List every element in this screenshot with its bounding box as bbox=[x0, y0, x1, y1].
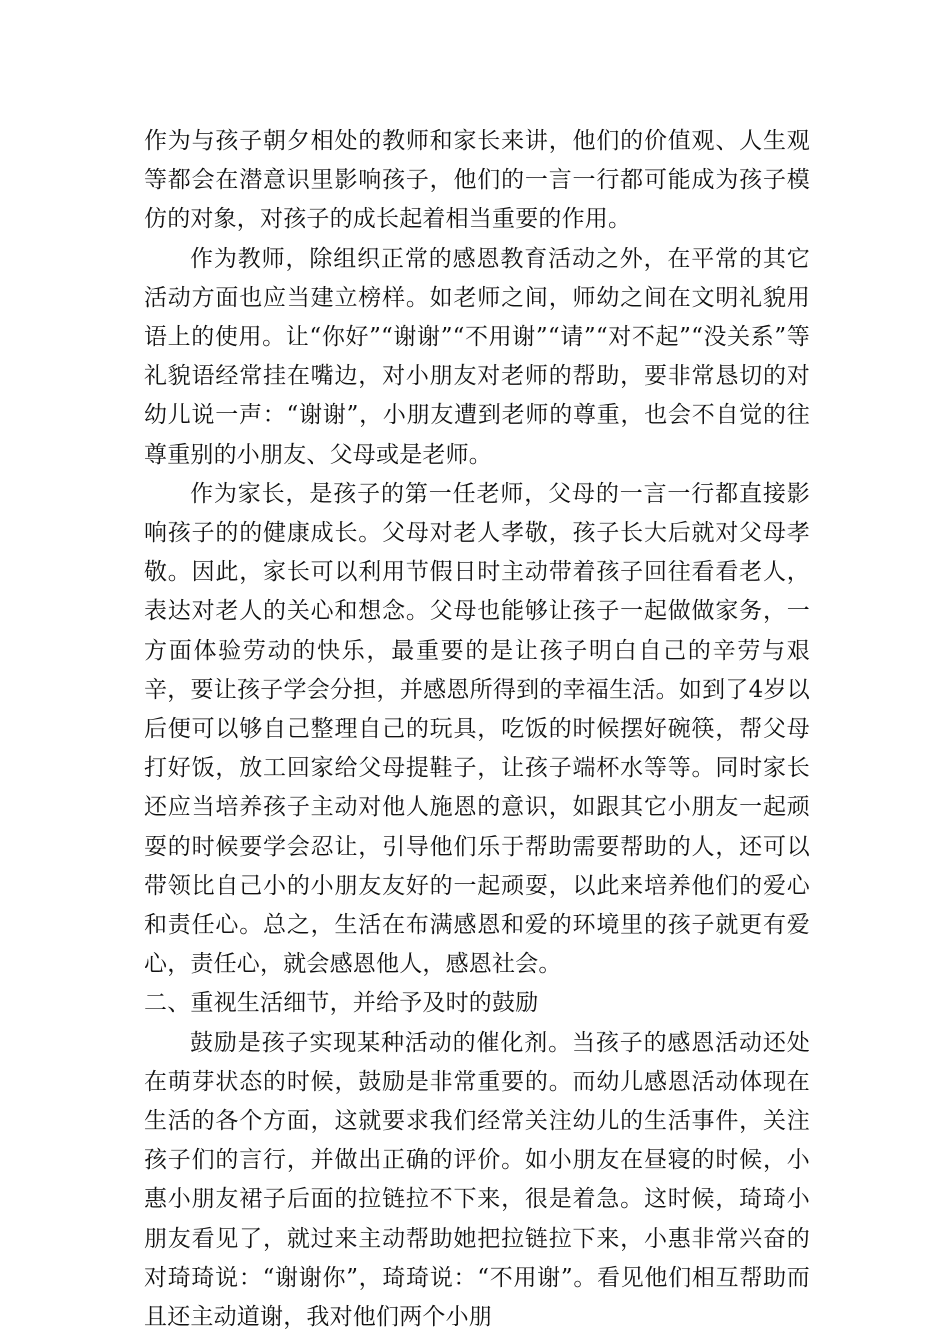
document-page bbox=[144, 122, 810, 1337]
paragraph-role-models-intro: 作为与孩子朝夕相处的教师和家长来讲，他们的价值观、人生观等都会在潜意识里影响孩子，他们的一言一行都可能成为孩子模仿的对象，对孩子的成长起着相当重要的作用。 bbox=[144, 128, 810, 233]
paragraph-parents: 作为家长，是孩子的第一任老师，父母的一言一行都直接影响孩子的的健康成长。父母对老人孝敬，孩子长大后就对父母孝敬。因此，家长可以利用节假日时主动带着孩子回往看看老人，表达对老人的关心和想念。父母也能够让孩子一起做做家务，一方面体验劳动的快乐，最重要的是让孩子明白自己的辛劳与艰辛，要让孩子学会分担，并感恩所得到的幸福生活。如到了4岁以后便可以够自己整理自己的玩具，吃饭的时候摆好碗筷，帮父母打好饭，放工回家给父母提鞋子，让孩子端杯水等等。同时家长还应当培养孩子主动对他人施恩的意识，如跟其它小朋友一起顽耍的时候要学会忍让，引导他们乐于帮助需要帮助的人，还可以带领比自己小的小朋友友好的一起顽耍，以此来培养他们的爱心和责任心。总之，生活在布满感恩和爱的环境里的孩子就更有爱心，责任心，就会感恩他人，感恩社会。 bbox=[144, 480, 810, 978]
paragraph-encouragement: 鼓励是孩子实现某种活动的催化剂。当孩子的感恩活动还处在萌芽状态的时候，鼓励是非常重要的。而幼儿感恩活动体现在生活的各个方面，这就要求我们经常关注幼儿的生活事件，关注孩子们的言行，并做出正确的评价。如小朋友在昼寝的时候，小惠小朋友裙子后面的拉链拉不下来，很是着急。这时候，琦琦小朋友看见了，就过来主动帮助她把拉链拉下来，小惠非常兴奋的对琦琦说：“谢谢你”，琦琦说：“不用谢”。看见他们相互帮助而且还主动道谢，我对他们两个小朋 bbox=[144, 1029, 810, 1331]
paragraph-teachers: 作为教师，除组织正常的感恩教育活动之外，在平常的其它活动方面也应当建立榜样。如老师之间，师幼之间在文明礼貌用语上的使用。让“你好”“谢谢”“不用谢”“请”“对不起”“没关系”等礼貌语经常挂在嘴边，对小朋友对老师的帮助，要非常恳切的对幼儿说一声：“谢谢”，小朋友遭到老师的尊重，也会不自觉的往尊重别的小朋友、父母或是老师。 bbox=[144, 245, 810, 468]
section-heading: 二、重视生活细节，并给予及时的鼓励 bbox=[144, 990, 539, 1017]
